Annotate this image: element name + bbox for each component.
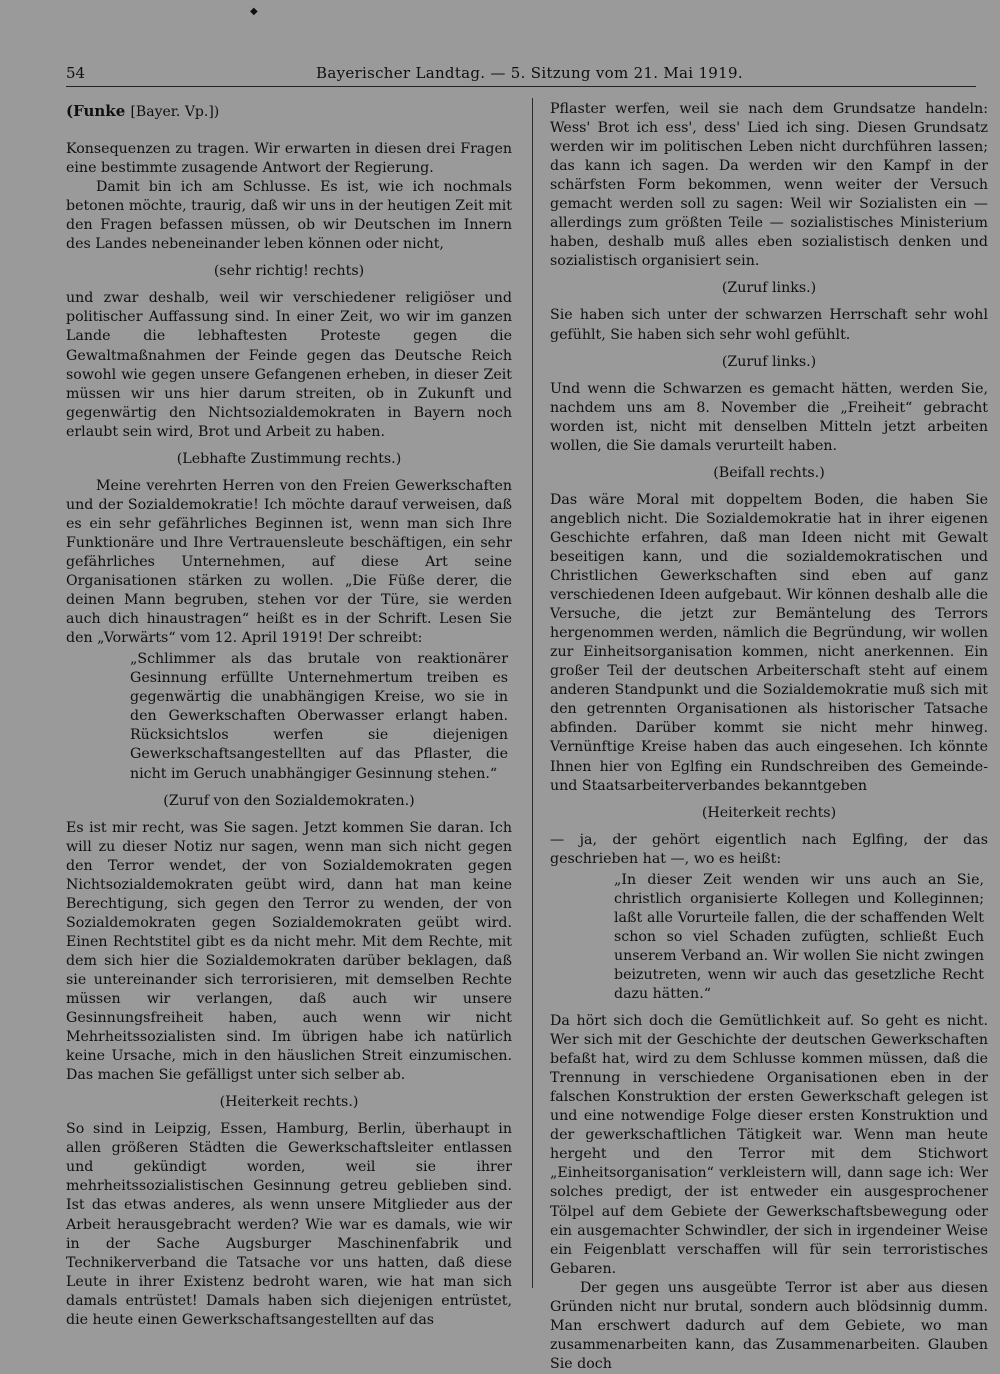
speaker-name: (Funke — [66, 102, 126, 120]
header-rule — [66, 86, 976, 87]
interjection: (Zuruf links.) — [721, 280, 817, 297]
interjection: (Zuruf von den Sozialdemokraten.) — [163, 792, 415, 809]
paragraph: Konsequenzen zu tragen. Wir erwarten in diesen drei Fragen eine bestimmte zusagende Antwort der Regierung. — [66, 141, 512, 177]
interjection: (Lebhafte Zustimmung rechts.) — [176, 450, 402, 467]
paragraph: So sind in Leipzig, Essen, Hamburg, Berlin, überhaupt in allen größeren Städten die Gewerkschaftsleiter entlassen und gekündigt worden, weil sie ihrer mehrheitssozialistischen Gesinnung getreu geblieben sind. Ist das etwas anderes, als wenn unsere Mitglieder aus der Arbeit herausgebracht werden? Wie war es damals, wie wir in der Sache Augsburger Maschinenfabrik und Technikerverband die Tatsache vor uns hatten, daß diese Leute in ihrer Existenz bedroht waren, wie hat man sich damals entrüstet! Damals haben sich diejenigen entrüstet, die heute einen Gewerkschaftsangestellten auf das — [66, 1121, 512, 1328]
paragraph: Der gegen uns ausgeübte Terror ist aber aus diesen Gründen nicht nur brutal, sondern auch blödsinnig dumm. Man erschwert dadurch auf dem Gebiete, wo man zusammenarbeiten kann, das Zusammenarbeiten. Glauben Sie doch — [550, 1279, 988, 1372]
speaker-party: [Bayer. Vp.]) — [130, 104, 220, 120]
left-column — [66, 100, 512, 1330]
paragraph: Damit bin ich am Schlusse. Es ist, wie ich nochmals betonen möchte, traurig, daß wir uns in der heutigen Zeit mit den Fragen befassen müssen, ob wir Deutschen im Innern des Landes nebeneinander leben können oder nicht, — [66, 179, 512, 253]
column-divider — [532, 98, 533, 1288]
page-header — [66, 62, 976, 84]
paragraph: Pflaster werfen, weil sie nach dem Grundsatze handeln: Wess' Brot ich ess', dess' Lied ich sing. Diesen Grundsatz werden wir im politischen Leben nicht durchführen lassen; das kann ich sagen. Da werden wir den Kampf in der schärfsten Form bekommen, wenn weiter der Versuch gemacht werden soll zu sagen: Weil wir Sozialisten ein — allerdings zum größten Teile — sozialistisches Ministerium haben, deshalb muß alles eben sozialistisch denken und sozialistisch organisiert sein. — [550, 101, 988, 270]
paragraph: Meine verehrten Herren von den Freien Gewerkschaften und der Sozialdemokratie! Ich möchte darauf verweisen, daß es ein sehr gefährliches Beginnen ist, wenn man sich Ihre Funktionäre und Ihre Vertrauensleute beschäftigen, ein sehr gefährliches Unternehmen, auf diese Art seine Organisationen stärken zu wollen. „Die Füße derer, die deinen Mann begruben, stehen vor der Türe, sie werden auch dich hinaustragen“ heißt es in der Schrift. Lesen Sie den „Vorwärts“ vom 12. April 1919! Der schreibt: — [66, 477, 512, 647]
paragraph: Das wäre Moral mit doppeltem Boden, die haben Sie angeblich nicht. Die Sozialdemokratie hat in ihrer eigenen Geschichte erfahren, daß man Ideen nicht mit Gewalt beseitigen kann, und die sozialdemokratischen und Christlichen Gewerkschaften sind eben auf ganz verschiedenen Ideen aufgebaut. Wir können deshalb alle die Versuche, die jetzt zur Bemäntelung des Terrors hergenommen werden, nämlich die Begründung, wir wollen zur Einheitsorganisation kommen, nicht anerkennen. Ein großer Teil der deutschen Arbeiterschaft steht auf einem anderen Standpunkt und die Sozialdemokratie muß sich mit den getrennten Organisationen als historischer Tatsache abfinden. Darüber kommt sie nicht mehr hinweg. Vernünftige Kreise haben das auch eingesehen. Ich könnte Ihnen hier von Eglfing ein Rundschreiben des Gemeinde- und Staatsarbeiterverbandes bekanntgeben — [550, 491, 988, 794]
interjection: (Zuruf links.) — [721, 353, 817, 370]
paragraph: Sie haben sich unter der schwarzen Herrschaft sehr wohl gefühlt, Sie haben sich sehr wohl gefühlt. — [550, 307, 988, 343]
block-quote: „Schlimmer als das brutale von reaktionärer Gesinnung erfüllte Unternehmertum treiben es gegenwärtig die unabhängigen Kreise, wo sie in den Gewerkschaften Oberwasser erlangt haben. Rücksichtslos werfen sie diejenigen Gewerkschaftsangestellten auf das Pflaster, die nicht im Geruch unabhängiger Gesinnung stehen.“ — [130, 651, 508, 782]
speaker-label — [66, 102, 512, 122]
running-title: Bayerischer Landtag. — 5. Sitzung vom 21. Mai 1919. — [316, 64, 743, 82]
interjection: (Heiterkeit rechts) — [701, 804, 837, 821]
print-mark: ◆ — [250, 6, 258, 17]
interjection: (Heiterkeit rechts.) — [219, 1094, 359, 1111]
paragraph: Es ist mir recht, was Sie sagen. Jetzt kommen Sie daran. Ich will zu dieser Notiz nur sagen, wenn man sich nicht gegen den Terror wendet, der von Sozialdemokraten gegen Nichtsozialdemokraten geübt wird, dann hat man keine Berechtigung, sich gegen den Terror zu wenden, der von Sozialdemokraten gegen Sozialdemokraten geübt wird. Einen Rechtstitel gibt es da nicht mehr. Mit dem Rechte, mit dem sich hier die Sozialdemokraten darüber beklagen, daß sie untereinander sich terrorisieren, mit demselben Rechte müssen wir verlangen, daß auch wir unsere Gesinnungsfreiheit haben, auch wenn wir nicht Mehrheitssozialisten sind. Im übrigen habe ich natürlich keine Ursache, mich in den häuslichen Streit einzumischen. Das machen Sie gefälligst unter sich selber ab. — [66, 819, 512, 1084]
paragraph: Und wenn die Schwarzen es gemacht hätten, werden Sie, nachdem uns am 8. November die „Freiheit“ gebracht worden ist, nicht mit denselben Mitteln jetzt arbeiten wollen, die Sie damals verurteilt haben. — [550, 380, 988, 454]
interjection: (Beifall rechts.) — [713, 464, 825, 481]
paragraph: — ja, der gehört eigentlich nach Eglfing, der das geschrieben hat —, wo es heißt: — [550, 831, 988, 867]
right-column — [550, 100, 988, 1374]
block-quote: „In dieser Zeit wenden wir uns auch an Sie, christlich organisierte Kollegen und Kolleginnen; laßt alle Vorurteile fallen, die der schaffenden Welt schon so viel Schaden zufügten, schließt Euch unserem Verband an. Wir wollen Sie nicht zwingen beizutreten, wenn wir auch das gesetzliche Recht dazu hätten.“ — [614, 871, 984, 1003]
page-number: 54 — [66, 64, 86, 82]
interjection: (sehr richtig! rechts) — [213, 263, 365, 280]
paragraph: und zwar deshalb, weil wir verschiedener religiöser und politischer Auffassung sind. In einer Zeit, wo wir im ganzen Lande die lebhaftesten Proteste gegen die Gewaltmaßnahmen der Feinde gegen das Deutsche Reich sowohl wie gegen unsere Gefangenen erheben, in dieser Zeit müssen wir uns hier darum streiten, ob in Zukunft und gegenwärtig den Nichtsozialdemokraten in Bayern noch erlaubt sein wird, Brot und Arbeit zu haben. — [66, 290, 512, 440]
paragraph: Da hört sich doch die Gemütlichkeit auf. So geht es nicht. Wer sich mit der Geschichte der deutschen Gewerkschaften befaßt hat, wird zu dem Schlusse kommen müssen, daß die Trennung in verschiedene Organisationen eben in der falschen Konstruktion der ersten Gewerkschaft gelegen ist und eine notwendige Folge dieser ersten Konstruktion und der gewerkschaftlichen Tätigkeit war. Wenn man heute hergeht und den Terror mit dem Stichwort „Einheitsorganisation“ verkleistern will, dann sage ich: Wer solches predigt, der ist entweder ein ausgesprochener Tölpel auf dem Gebiete der Gewerkschaftsbewegung oder ein ausgemachter Schwindler, der sich in irgendeiner Weise ein Feigenblatt verschaffen will für sein terroristisches Gebaren. — [550, 1013, 988, 1277]
